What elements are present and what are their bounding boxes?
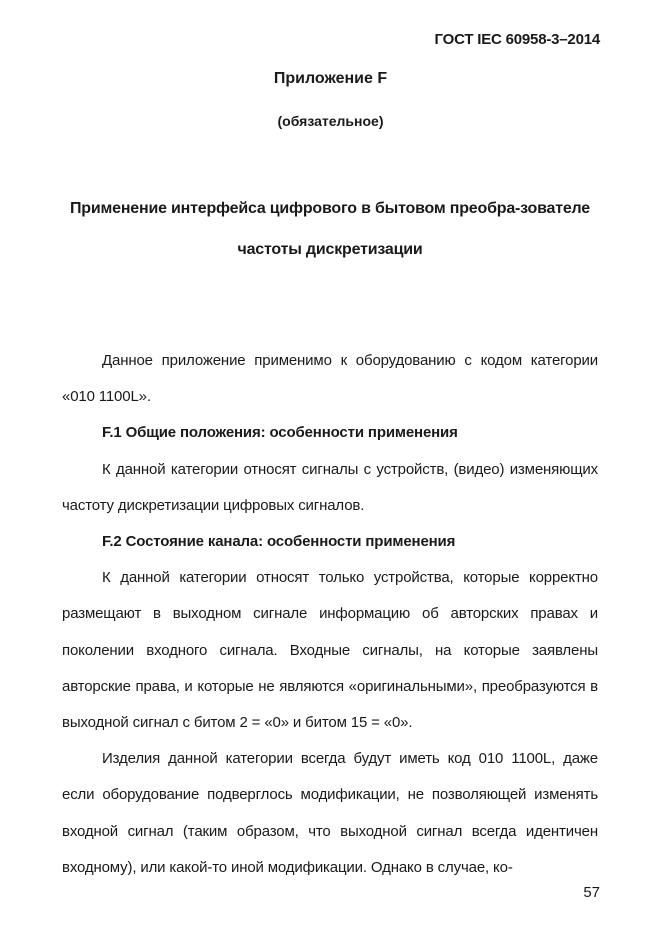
intro-paragraph: Данное приложение применимо к оборудованию с кодом категории «010 1100L». <box>62 352 598 406</box>
standard-code: ГОСТ IEC 60958-3–2014 <box>434 31 600 48</box>
appendix-status: (обязательное) <box>277 113 384 129</box>
paragraph-f1: К данной категории относят сигналы с устройств, (видео) изменяющих частоту дискретизации цифровых сигналов. <box>62 460 598 514</box>
appendix-title: Приложение F <box>273 70 388 87</box>
page-number: 57 <box>583 884 600 901</box>
section-heading-f1: F.1 Общие положения: особенности применения <box>102 424 458 442</box>
body-text <box>62 343 598 886</box>
paragraph-f2-a: К данной категории относят только устройства, которые корректно размещают в выходном сигнале информацию об авторских правах и поколении входного сигнала. Входные сигналы, на которые заявлены авторские права, и которые не являются «оригинальными», преобразуются в выходной сигнал с битом 2 = «0» и битом 15 = «0». <box>62 569 598 732</box>
appendix-heading: Применение интерфейса цифрового в бытовом преобра-зователе частоты дискретизации <box>69 200 591 258</box>
section-heading-f2: F.2 Состояние канала: особенности применения <box>102 533 456 551</box>
paragraph-f2-b: Изделия данной категории всегда будут иметь код 010 1100L, даже если оборудование подверглось модификации, не позволяющей изменять входной сигнал (таким образом, что выходной сигнал всегда идентичен входному), или какой-то иной модификации. Однако в случае, ко- <box>62 750 598 876</box>
